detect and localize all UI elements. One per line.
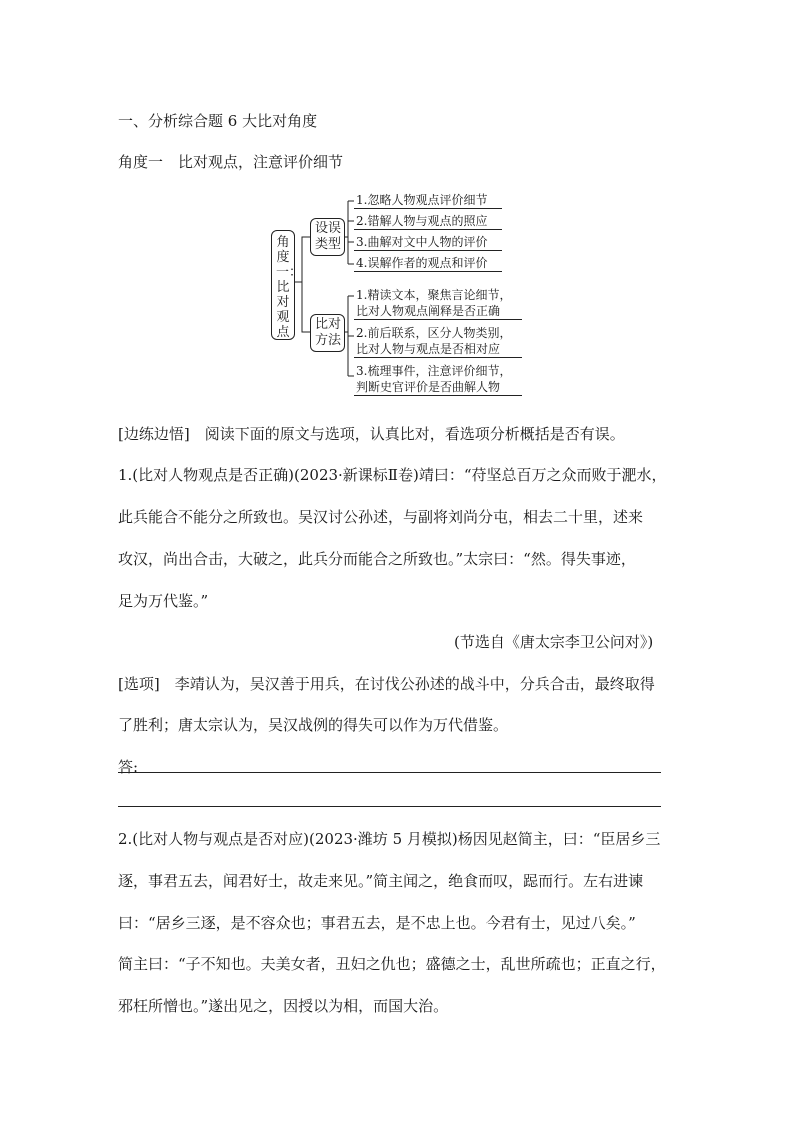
q1-line: 此兵能合不能分之所致也。吴汉讨公孙述，与副将刘尚分屯，相去二十里，述来 [118,508,644,526]
q2-line: 逐，事君五去，闻君好士，故走来见。”简主闻之，绝食而叹，跽而行。左右进谏 [118,872,644,890]
diagram-item-underline [354,250,502,251]
q1-option-line: [选项] 李靖认为，吴汉善于用兵，在讨伐公孙述的战斗中，分兵合击，最终取得 [118,675,655,693]
q1-line: 攻汉，尚出合击，大破之，此兵分而能合之所致也。”太宗曰：“然。得失事迹， [118,550,636,568]
diagram-item: 3.曲解对文中人物的评价 [356,235,488,249]
diagram-item: 2.错解人物与观点的照应 [356,214,488,228]
q2-line: 2.(比对人物与观点是否对应)(2023·潍坊 5 月模拟)杨因见赵简主，曰：“臣居乡三 [118,830,661,848]
diagram-root-box [271,230,303,340]
q1-line: 1.(比对人物观点是否正确)(2023·新课标Ⅱ卷)靖曰：“苻坚总百万之众而败于淝水， [118,466,667,484]
answer-line-2[interactable] [118,806,661,807]
diagram-item: 4.误解作者的观点和评价 [356,256,488,270]
diagram-item-line: 1.精读文本，聚焦言论细节， [356,288,512,302]
diagram-item-line: 2.前后联系，区分人物类别， [356,326,512,340]
diagram-item-underline [354,357,522,358]
practice-intro: [边练边悟] 阅读下面的原文与选项，认真比对，看选项分析概括是否有误。 [118,425,625,443]
answer-line-1[interactable] [118,772,661,773]
section-title: 一、分析综合题 6 大比对角度 [118,112,318,130]
diagram-item-line: 比对人物与观点是否相对应 [356,342,501,356]
diagram-branch-2-label: 比对方法 [314,317,341,348]
diagram-root-label: 角度一：比对观点 [276,235,303,340]
q2-line: 简主曰：“子不知也。夫美女者，丑妇之仇也；盛德之士，乱世所疏也；正直之行， [118,955,666,973]
diagram-item-underline [354,395,522,396]
diagram-item-underline [354,271,502,272]
q1-option-line: 了胜利；唐太宗认为，吴汉战例的得失可以作为万代借鉴。 [118,716,509,734]
diagram-item: 1.忽略人物观点评价细节 [356,193,488,207]
diagram-branch-1-label: 设误类型 [314,221,341,252]
diagram-item-line: 比对人物观点阐释是否正确 [356,304,501,318]
q2-line: 邪枉所憎也。”遂出见之，因授以为相，而国大治。 [118,997,449,1015]
diagram-item-underline [354,229,502,230]
angle-title: 角度一 比对观点，注意评价细节 [118,153,344,171]
diagram-item-underline [354,208,502,209]
answer-label: 答: [118,758,139,776]
q1-line: 足为万代鉴。” [118,592,209,610]
diagram-item-line: 判断史官评价是否曲解人物 [356,380,501,394]
q2-line: 曰：“居乡三逐，是不容众也；事君五去，是不忠上也。今君有士，见过八矣。” [118,914,636,932]
diagram-branch-2-box [310,314,345,352]
diagram-item-underline [354,319,522,320]
q1-source: (节选自《唐太宗李卫公问对》) [454,633,654,651]
diagram-branch-1-box [310,218,345,256]
diagram-item-line: 3.梳理事件，注意评价细节， [356,364,512,378]
